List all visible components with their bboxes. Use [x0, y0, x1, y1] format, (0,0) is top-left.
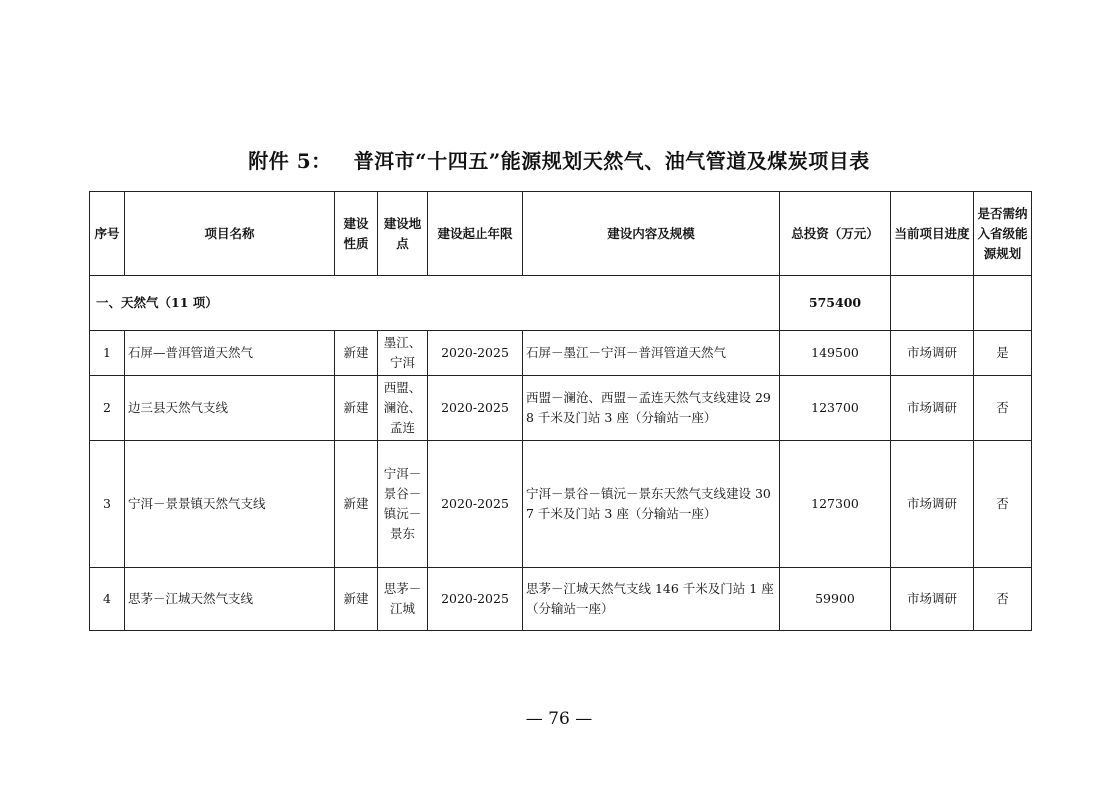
- cell-content: 西盟－澜沧、西盟－孟连天然气支线建设 298 千米及门站 3 座（分输站一座）: [523, 376, 780, 441]
- cell-period: 2020-2025: [428, 441, 523, 568]
- section-empty-provincial: [974, 276, 1032, 331]
- cell-progress: 市场调研: [891, 568, 974, 631]
- cell-location: 西盟、澜沧、孟连: [378, 376, 428, 441]
- cell-nature: 新建: [335, 568, 378, 631]
- header-location: 建设地点: [378, 192, 428, 276]
- cell-name: 思茅－江城天然气支线: [125, 568, 335, 631]
- cell-content: 宁洱－景谷－镇沅－景东天然气支线建设 307 千米及门站 3 座（分输站一座）: [523, 441, 780, 568]
- cell-provincial: 否: [974, 376, 1032, 441]
- header-progress: 当前项目进度: [891, 192, 974, 276]
- cell-progress: 市场调研: [891, 376, 974, 441]
- cell-nature: 新建: [335, 331, 378, 376]
- section-row: [90, 276, 1032, 331]
- cell-period: 2020-2025: [428, 568, 523, 631]
- cell-investment: 59900: [780, 568, 891, 631]
- section-total: 575400: [780, 276, 891, 331]
- cell-seq: 3: [90, 441, 125, 568]
- header-provincial: 是否需纳入省级能源规划: [974, 192, 1032, 276]
- header-content: 建设内容及规模: [523, 192, 780, 276]
- cell-seq: 4: [90, 568, 125, 631]
- table-row: [90, 568, 1032, 631]
- cell-name: 宁洱－景景镇天然气支线: [125, 441, 335, 568]
- section-label: 一、天然气（11 项）: [90, 276, 780, 331]
- cell-content: 思茅－江城天然气支线 146 千米及门站 1 座（分输站一座）: [523, 568, 780, 631]
- table-row: [90, 376, 1032, 441]
- header-investment: 总投资（万元）: [780, 192, 891, 276]
- cell-provincial: 否: [974, 568, 1032, 631]
- table-row: [90, 331, 1032, 376]
- cell-period: 2020-2025: [428, 331, 523, 376]
- cell-progress: 市场调研: [891, 331, 974, 376]
- cell-content: 石屏－墨江－宁洱－普洱管道天然气: [523, 331, 780, 376]
- cell-investment: 123700: [780, 376, 891, 441]
- cell-seq: 1: [90, 331, 125, 376]
- section-empty-progress: [891, 276, 974, 331]
- header-name: 项目名称: [125, 192, 335, 276]
- page-number: — 76 —: [525, 709, 593, 729]
- cell-location: 思茅－江城: [378, 568, 428, 631]
- cell-location: 墨江、宁洱: [378, 331, 428, 376]
- header-seq: 序号: [90, 192, 125, 276]
- cell-name: 石屏—普洱管道天然气: [125, 331, 335, 376]
- cell-provincial: 否: [974, 441, 1032, 568]
- cell-name: 边三县天然气支线: [125, 376, 335, 441]
- cell-provincial: 是: [974, 331, 1032, 376]
- cell-nature: 新建: [335, 441, 378, 568]
- page-title: [0, 145, 1118, 174]
- document-title: 普洱市“十四五”能源规划天然气、油气管道及煤炭项目表: [353, 149, 870, 173]
- cell-progress: 市场调研: [891, 441, 974, 568]
- cell-period: 2020-2025: [428, 376, 523, 441]
- cell-seq: 2: [90, 376, 125, 441]
- header-nature: 建设性质: [335, 192, 378, 276]
- table-row: [90, 441, 1032, 568]
- cell-nature: 新建: [335, 376, 378, 441]
- cell-investment: 149500: [780, 331, 891, 376]
- attachment-label: 附件 5：: [248, 149, 332, 173]
- cell-location: 宁洱－景谷－镇沅－景东: [378, 441, 428, 568]
- cell-investment: 127300: [780, 441, 891, 568]
- table-header-row: [90, 192, 1032, 276]
- header-period: 建设起止年限: [428, 192, 523, 276]
- project-table: [89, 191, 1032, 631]
